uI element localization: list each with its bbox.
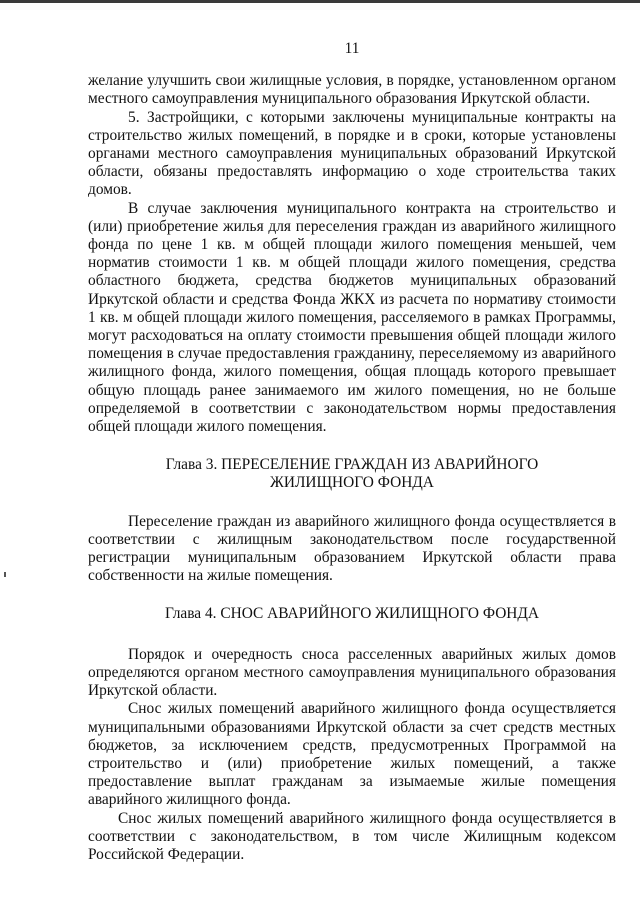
paragraph-continuation: желание улучшить свои жилищные условия, в порядке, установленном органом местного самоуправления муниципального образования Иркутской области. bbox=[88, 72, 616, 108]
scan-margin-mark bbox=[4, 572, 6, 577]
chapter-4-paragraph-3: Снос жилых помещений аварийного жилищного фонда осуществляется в соответствии с законодательством, в том числе Жилищным кодексом Российской Федерации. bbox=[88, 809, 616, 863]
chapter-3-title-line-1: Глава 3. ПЕРЕСЕЛЕНИЕ ГРАЖДАН ИЗ АВАРИЙНОГО bbox=[165, 456, 539, 474]
chapter-3-paragraph: Переселение граждан из аварийного жилищного фонда осуществляется в соответствии с жилищным законодательством после государственной регистрации муниципальным образованием Иркутской области права собственности на жилые помещения. bbox=[88, 512, 616, 585]
chapter-3-heading bbox=[88, 456, 616, 492]
scan-top-edge bbox=[0, 0, 640, 3]
chapter-4-paragraph-1: Порядок и очередность сноса расселенных аварийных жилых домов определяются органом местного самоуправления муниципального образования Иркутской области. bbox=[88, 645, 616, 700]
paragraph-municipal-contract: В случае заключения муниципального контракта на строительство и (или) приобретение жилья для переселения граждан из аварийного жилищного фонда по цене 1 кв. м общей площади жилого помещения меньшей, чем норматив стоимости 1 кв. м общей площади жилого помещения, средства областного бюджета, средства бюджетов муниципальных образований Иркутской области и средства Фонда ЖКХ из расчета по нормативу стоимости 1 кв. м общей площади жилого помещения, расселяемого в рамках Программы, могут расходоваться на оплату стоимости превышения общей площади жилого помещения в случае предоставления гражданину, переселяемому из аварийного жилищного фонда, жилого помещения, общая площадь которого превышает общую площадь ранее занимаемого им жилого помещения, но не больше определяемой в соответствии с законодательством нормы предоставления общей площади жилого помещения. bbox=[88, 199, 616, 436]
chapter-4-paragraph-2: Снос жилых помещений аварийного жилищного фонда осуществляется муниципальными образованиями Иркутской области за счет средств местных бюджетов, за исключением средств, предусмотренных Программой на строительство и (или) приобретение жилых помещений, а также предоставление выплат гражданам за изымаемые жилые помещения аварийного жилищного фонда. bbox=[88, 700, 616, 809]
chapter-3-title-line-2: ЖИЛИЩНОГО ФОНДА bbox=[270, 474, 434, 492]
page-number: 11 bbox=[344, 40, 360, 57]
paragraph-item-5: 5. Застройщики, с которыми заключены муниципальные контракты на строительство жилых помещений, в порядке и в сроки, которые установлены органами местного самоуправления муниципальных образований Иркутской области, обязаны предоставлять информацию о ходе строительства таких домов. bbox=[88, 108, 616, 199]
document-page bbox=[88, 40, 616, 864]
chapter-4-heading: Глава 4. СНОС АВАРИЙНОГО ЖИЛИЩНОГО ФОНДА bbox=[164, 605, 540, 623]
